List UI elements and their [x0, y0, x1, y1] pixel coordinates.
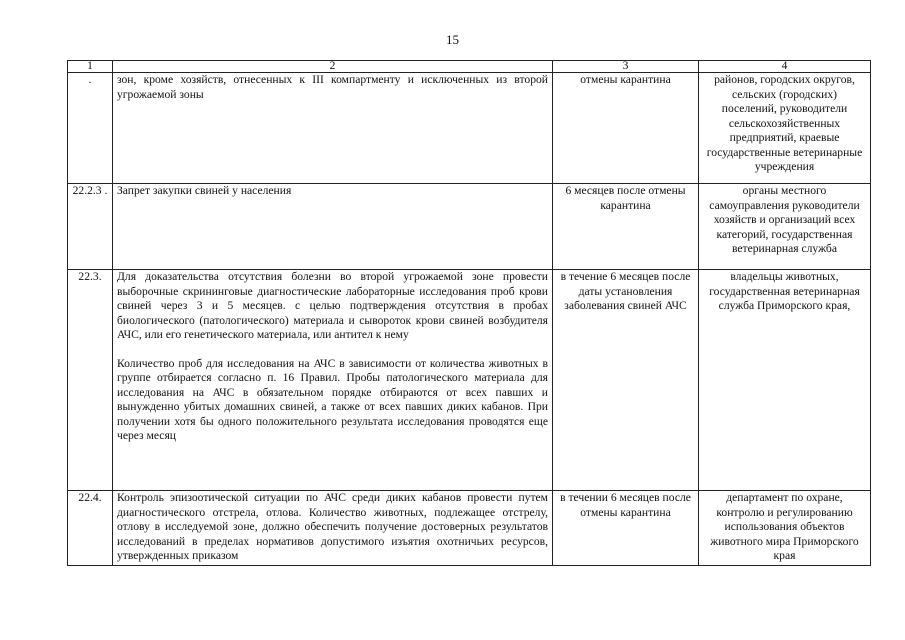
column-header-2: 2	[113, 61, 553, 73]
measure-term: в течение 6 месяцев после даты установления заболевания свиней АЧС	[553, 270, 699, 491]
measure-responsible: органы местного самоуправления руководители хозяйств и организаций всех категорий, государственная ветеринарная служба	[699, 184, 871, 270]
measures-table	[67, 60, 871, 566]
measure-term: в течении 6 месяцев после отмены карантина	[553, 491, 699, 566]
column-header-1: 1	[68, 61, 113, 73]
measure-responsible: владельцы животных, государственная ветеринарная служба Приморского края,	[699, 270, 871, 491]
measure-term: отмены карантина	[553, 73, 699, 184]
measure-responsible: департамент по охране, контролю и регулированию использования объектов животного мира Приморского края	[699, 491, 871, 566]
measure-term: 6 месяцев после отмены карантина	[553, 184, 699, 270]
column-header-3: 3	[553, 61, 699, 73]
row-number: .	[68, 73, 113, 184]
description-paragraph: Количество проб для исследования на АЧС в зависимости от количества животных в группе отбирается согласно п. 16 Правил. Пробы патологического материала для исследования на АЧС в обязательном порядке отбираются от всех павших и вынужденно убитых домашних свиней, а также от всех павших диких кабанов. При получении хотя бы одного положительного результата исследования проводятся еще через месяц	[117, 356, 548, 442]
measure-description: Запрет закупки свиней у населения	[113, 184, 553, 270]
measure-responsible: районов, городских округов, сельских (городских) поселений, руководители сельскохозяйственных предприятий, краевые государственные ветеринарные учреждения	[699, 73, 871, 184]
table-row	[68, 270, 871, 491]
table-row	[68, 491, 871, 566]
row-number: 22.2.3 .	[68, 184, 113, 270]
measure-description: зон, кроме хозяйств, отнесенных к III компартменту и исключенных из второй угрожаемой зоны	[113, 73, 553, 184]
table-row	[68, 73, 871, 184]
measure-description: Контроль эпизоотической ситуации по АЧС среди диких кабанов провести путем диагностического отстрела, отлова. Количество животных, подлежащее отстрелу, отлову в исследуемой зоне, должно обеспечить получение достоверных результатов исследований в пределах нормативов допустимого изъятия охотничьих ресурсов, утвержденных приказом	[113, 491, 553, 566]
row-number: 22.3.	[68, 270, 113, 491]
row-number: 22.4.	[68, 491, 113, 566]
measure-description	[113, 270, 553, 491]
table-row	[68, 184, 871, 270]
column-header-4: 4	[699, 61, 871, 73]
description-paragraph: Для доказательства отсутствия болезни во второй угрожаемой зоне провести выборочные скрининговые диагностические лабораторные исследования проб крови свиней через 3 и 5 месяцев. с целью подтверждения отсутствия в пробах биологического (патологического) материала и сывороток крови свиней возбудителя АЧС, или его генетического материала, или антител к нему	[117, 270, 548, 341]
page-number: 15	[446, 32, 459, 47]
table-header-row	[68, 61, 871, 73]
